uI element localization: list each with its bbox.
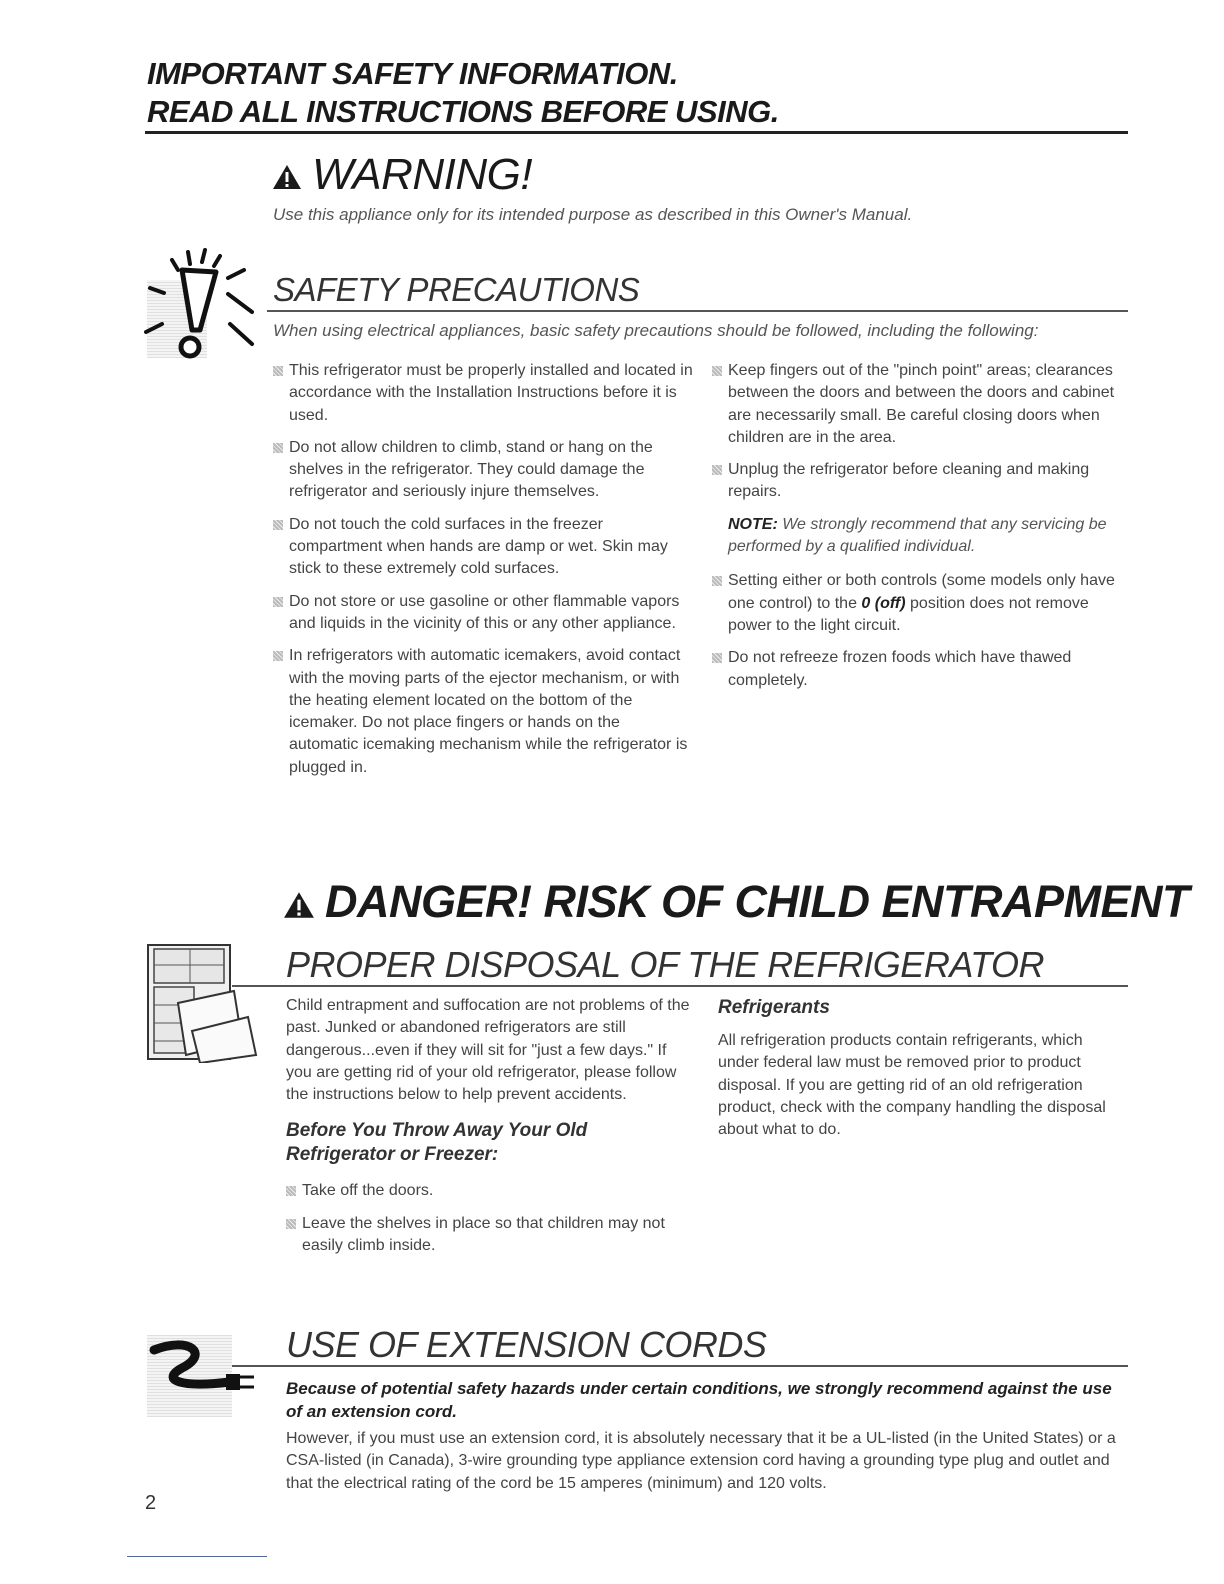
disposal-steps <box>286 1180 696 1257</box>
danger-title: DANGER! RISK OF CHILD ENTRAPMENT <box>325 876 1189 927</box>
setting-text-pre: Setting either or both controls (some models only have one control) to the <box>728 572 1115 612</box>
extension-cords-title: USE OF EXTENSION CORDS <box>286 1324 767 1365</box>
warning-triangle-icon <box>283 891 315 919</box>
safety-precautions-title: SAFETY PRECAUTIONS <box>273 271 640 308</box>
header-line-2: READ ALL INSTRUCTIONS BEFORE USING. <box>147 94 779 129</box>
note-text: We strongly recommend that any servicing be performed by a qualified individual. <box>728 515 1107 556</box>
safety-title-underline <box>267 310 1128 312</box>
extension-cord-icon <box>140 1330 265 1420</box>
refrigerator-icon <box>142 943 262 1063</box>
warning-title: WARNING! <box>312 150 533 199</box>
list-item: This refrigerator must be properly installed and located in accordance with the Installation Instructions before it is used. <box>273 360 693 427</box>
safety-right-list <box>712 360 1132 504</box>
warning-heading <box>272 150 532 200</box>
page-number: 2 <box>145 1492 157 1514</box>
note-label: NOTE: <box>728 515 778 533</box>
list-item: Do not allow children to climb, stand or hang on the shelves in the refrigerator. They could damage the refrigerator and seriously injure themselves. <box>273 437 693 504</box>
disposal-left-column <box>286 995 696 1267</box>
disposal-title: PROPER DISPOSAL OF THE REFRIGERATOR <box>286 944 1044 985</box>
disposal-title-underline <box>232 985 1128 987</box>
safety-left-list <box>273 360 693 789</box>
list-item: Take off the doors. <box>286 1180 696 1202</box>
before-throw-away-heading: Before You Throw Away Your Old Refrigerator or Freezer: <box>286 1120 588 1166</box>
exclamation-alert-icon <box>140 240 270 365</box>
page-header <box>147 55 779 131</box>
warning-triangle-icon <box>272 164 302 190</box>
refrigerants-column <box>718 996 1118 1141</box>
danger-heading <box>283 876 1189 928</box>
safety-right-column <box>712 360 1132 702</box>
list-item <box>712 570 1132 637</box>
extension-warning-text: Because of potential safety hazards under certain conditions, we strongly recommend against the use of an extension cord. <box>286 1379 1112 1421</box>
list-item: In refrigerators with automatic icemakers, avoid contact with the moving parts of the ejector mechanism, or with the heating element located on the bottom of the icemaker. Do not place fingers or hands on the automatic icemaking mechanism while the refrigerator is plugged in. <box>273 645 693 779</box>
list-item: Keep fingers out of the "pinch point" areas; clearances between the doors and between the doors and cabinet are necessarily small. Be careful closing doors when children are in the area. <box>712 360 1132 449</box>
refrigerants-heading: Refrigerants <box>718 997 830 1018</box>
extension-title-underline <box>232 1365 1128 1367</box>
refrigerants-paragraph: All refrigeration products contain refrigerants, which under federal law must be removed prior to product disposal. If you are getting rid of an old refrigeration product, check with the company handling the disposal about what to do. <box>718 1032 1106 1139</box>
service-note <box>728 514 1132 559</box>
setting-text-post: position does not remove power to the light circuit. <box>728 594 1089 634</box>
footer-rule <box>127 1556 267 1557</box>
setting-text-bold: 0 (off) <box>861 594 906 612</box>
warning-subtitle: Use this appliance only for its intended purpose as described in this Owner's Manual. <box>273 205 913 224</box>
list-item: Do not store or use gasoline or other flammable vapors and liquids in the vicinity of this or any other appliance. <box>273 591 693 636</box>
list-item: Unplug the refrigerator before cleaning and making repairs. <box>712 459 1132 504</box>
disposal-paragraph: Child entrapment and suffocation are not problems of the past. Junked or abandoned refrigerators are still dangerous...even if they will sit for "just a few days." If you are getting rid of your old refrigerator, please follow the instructions below to help prevent accidents. <box>286 997 690 1104</box>
list-item: Do not refreeze frozen foods which have thawed completely. <box>712 647 1132 692</box>
extension-paragraph: However, if you must use an extension cord, it is absolutely necessary that it be a UL-listed (in the United States) or a CSA-listed (in Canada), 3-wire grounding type appliance extension cord having a grounding type plug and outlet and that the electrical rating of the cord be 15 amperes (minimum) and 120 volts. <box>286 1430 1116 1492</box>
safety-intro: When using electrical appliances, basic safety precautions should be followed, including the following: <box>273 321 1039 340</box>
header-divider <box>145 131 1128 134</box>
list-item: Do not touch the cold surfaces in the freezer compartment when hands are damp or wet. Skin may stick to these extremely cold surfaces. <box>273 514 693 581</box>
list-item: Leave the shelves in place so that children may not easily climb inside. <box>286 1213 696 1258</box>
header-line-1: IMPORTANT SAFETY INFORMATION. <box>147 56 678 91</box>
safety-right-list-2 <box>712 570 1132 691</box>
